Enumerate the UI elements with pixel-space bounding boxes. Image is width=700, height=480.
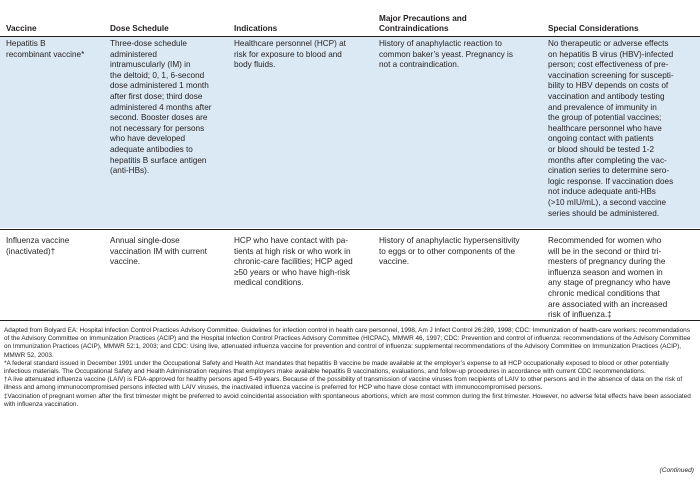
- row2-dose: Annual single-dose vaccination IM with current vaccine.: [110, 236, 207, 267]
- header-dose-schedule: Dose Schedule: [110, 24, 169, 33]
- row1-special: No therapeutic or adverse effects on hepatitis B virus (HBV)-infected person; cost effectiveness of pre- vaccination screening for suscepti- bility to HBV depends on costs of vaccination and antibody testing and prevalence of immunity in the group of potential vaccines; healthcare personnel who have ongoing contact with patients or blood should be tested 1-2 months after completing the vac- cination series to determine sero- logic response. If vaccination does not induce adequate anti-HBs (>10 mIU/mL), a second vaccine series should be administered.: [548, 39, 674, 218]
- table-footnotes: [4, 327, 696, 409]
- row2-special: Recommended for women who will be in the second or third tri- mesters of pregnancy during the influenza season and women in any stage of pregnancy who have chronic medical conditions that are associated with an increased risk of influenza.‡: [548, 236, 671, 320]
- row2-vaccine: Influenza vaccine (inactivated)†: [6, 236, 70, 256]
- row-divider: [0, 229, 700, 230]
- row1-vaccine: Hepatitis B recombinant vaccine*: [6, 39, 85, 59]
- note-star: *A federal standard issued in December 1991 under the Occupational Safety and Health Act mandates that hepatitis B vaccine be made available at the employer’s expense to all HCP occupationally exposed to blood or other potentially infectious materials. The Occupational Safety and Health Administration requires that employers make available hepatitis B vaccinations, evaluations, and follow-up procedures in accordance with current CDC recommendations.: [4, 359, 669, 376]
- row2-indications: HCP who have contact with pa- tients at high risk or who work in chronic-care facilities; HCP aged ≥50 years or who have high-risk medical conditions.: [234, 236, 353, 288]
- note-adapted: Adapted from Bolyard EA: Hospital Infection Control Practices Advisory Committee. Guidelines for infection control in health care personnel, 1998, Am J Infect Control 26:289, 1998; CDC: Immunization of health-care workers: recommendations of the Advisory Committee on Immunization Practices (ACIP) and the Hospital Infection Control Practices Advisory Committee (HICPAC), MMWR 46, 1997; CDC: Prevention and control of influenza: recommendations of the Advisory Committee on Immunization Practices (ACIP), MMWR 52:1, 2003; and CDC: Using live, attenuated influenza vaccine for prevention and control of influenza: supplemental recommendations of the Advisory Committee on Immunization Practices (ACIP), MMWR 52, 2003.: [4, 327, 691, 359]
- table-bottom-rule: [0, 320, 700, 321]
- continued-label: (Continued): [659, 467, 694, 474]
- note-ddagger: ‡Vaccination of pregnant women after the first trimester might be preferred to avoid coincidental association with spontaneous abortions, which are most common during the first trimester. However, no adverse fetal effects have been associated with influenza vaccination.: [4, 392, 691, 408]
- table-header: [0, 0, 700, 36]
- row1-indications: Healthcare personnel (HCP) at risk for exposure to blood and body fluids.: [234, 39, 346, 70]
- row1-dose: Three-dose schedule administered intramuscularly (IM) in the deltoid; 0, 1, 6-second dose administered 1 month after first dose; third dose administered 4 months after second. Booster doses are not necessary for persons who have developed adequate antibodies to hepatitis B surface antigen (anti-HBs).: [110, 39, 212, 176]
- header-special-considerations: Special Considerations: [548, 24, 639, 33]
- note-dagger: †A live attenuated influenza vaccine (LAIV) is FDA-approved for healthy persons aged 5-49 years. Because of the possibility of transmission of vaccine viruses from recipients of LAIV to other persons and in the absence of data on the risk of illness and among immunocompromised persons infected with LAIV viruses, the inactivated influenza vaccine is preferred for HCP who have close contact with immunocompromised persons.: [4, 376, 683, 392]
- header-indications: Indications: [234, 24, 278, 33]
- row2-precautions: History of anaphylactic hypersensitivity to eggs or to other components of the vaccine.: [379, 236, 520, 267]
- header-precautions: Major Precautions and Contraindications: [379, 14, 467, 33]
- header-vaccine: Vaccine: [6, 24, 37, 33]
- row1-precautions: History of anaphylactic reaction to common baker’s yeast. Pregnancy is not a contraindication.: [379, 39, 513, 70]
